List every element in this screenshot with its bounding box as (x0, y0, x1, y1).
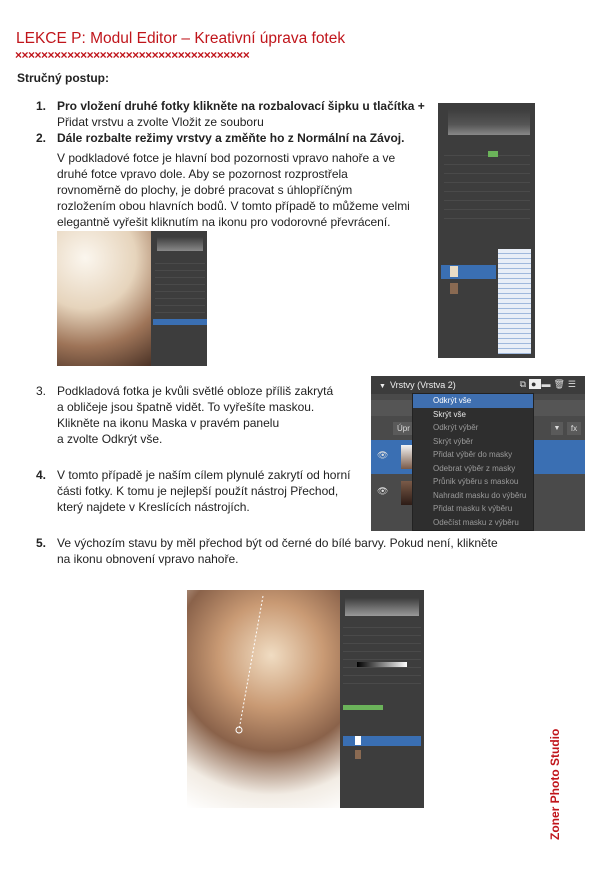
screenshot-flip (57, 231, 207, 366)
mask-icon[interactable]: ● (531, 379, 540, 389)
duplicate-icon[interactable]: ⧉ (519, 379, 530, 389)
menu-item[interactable]: Odebrat výběr z masky (433, 463, 516, 473)
step-text: V podkladové fotce je hlavní bod pozornosti vpravo nahoře a ve (57, 151, 396, 165)
step-text: Podkladová fotka je kvůli světlé obloze příliš zakrytá (57, 384, 334, 398)
thumb (450, 283, 458, 294)
step-text: Klikněte na ikonu Maska v pravém panelu (57, 416, 280, 430)
step-number: 1. (36, 99, 47, 113)
step-text: Přidat vrstvu a zvolte Vložit ze souboru (57, 115, 264, 129)
step-text: rozložením obou hlavních bodů. V tomto případě to můžeme velmi (57, 199, 410, 213)
step-5 (36, 535, 537, 567)
panel-rows (444, 147, 530, 227)
step-text: který najdete v Kreslících nástrojích. (57, 500, 250, 514)
menu-item[interactable]: Skrýt výběr (433, 436, 474, 446)
gradient-bar (357, 662, 407, 667)
step-number: 4. (36, 468, 47, 482)
panel-rows (343, 620, 421, 690)
histogram (345, 598, 419, 616)
eye-icon[interactable]: 👁 (377, 486, 389, 496)
title-underline: ×××××××××××××××××××××××××××××××××××× (15, 48, 250, 62)
step-text: Dále rozbalte režimy vrstvy a změňte ho z Normální na Závoj. (57, 131, 405, 145)
menu-item[interactable]: Odkrýt výběr (433, 423, 479, 432)
thumb (355, 736, 361, 745)
step-text: Pro vložení druhé fotky klikněte na rozbalovací šipku u tlačítka + (57, 99, 425, 113)
step-text: Ve výchozím stavu by měl přechod být od černé do bílé barvy. Pokud není, klikněte (57, 536, 498, 550)
menu-icon[interactable]: ☰ (567, 379, 579, 389)
thumb (355, 750, 361, 759)
histogram (448, 109, 530, 135)
step-number: 2. (36, 131, 47, 145)
active-green-bar (343, 705, 383, 710)
histogram (157, 237, 203, 251)
eye-icon[interactable]: 👁 (377, 450, 389, 460)
active-green-button (488, 151, 498, 157)
wedding-photo (57, 231, 151, 366)
panel-rows (155, 257, 205, 317)
step-text: na ikonu obnovení vpravo nahoře. (57, 552, 239, 566)
step-text: a obličeje jsou špatně vidět. To vyřešíte maskou. (57, 400, 315, 414)
gradient-guide (187, 590, 340, 808)
layers-panel-screenshot (371, 376, 585, 531)
menu-item[interactable]: Odečíst masku z výběru (433, 517, 519, 527)
collapse-icon[interactable]: ▼ (379, 383, 386, 390)
blend-mode-list (498, 249, 531, 354)
step-text: rovnoměrně do plochy, je dobré pracovat s úhlopříčným (57, 183, 353, 197)
menu-item[interactable]: Přidat výběr do masky (433, 450, 513, 459)
folder-icon[interactable]: ▬ (541, 379, 554, 389)
step-text: druhé fotce vpravo dole. Aby se pozornost rozprostřela (57, 167, 348, 181)
step-text: elegantně vyřešit kliknutím na ikonu pro vodorovné převrácení. (57, 215, 391, 229)
menu-item[interactable]: Nahradit masku do výběru (433, 490, 527, 500)
screenshot-gradient (187, 590, 424, 808)
layers-panel-title: Vrstvy (Vrstva 2) (389, 380, 456, 390)
menu-item-show-all[interactable]: Odkrýt vše (413, 394, 533, 408)
toolbar-icons (520, 379, 579, 390)
section-subhead: Stručný postup: (17, 71, 109, 85)
step-4 (36, 467, 367, 515)
step-number: 5. (36, 536, 47, 550)
dropdown-arrow[interactable]: ▼ (551, 422, 563, 435)
step-text: V tomto případě je naším cílem plynulé zakrytí od horní (57, 468, 351, 482)
step-text: části fotky. K tomu je nejlepší použít nástroj Přechod, (57, 484, 339, 498)
menu-item-hide-all[interactable]: Skrýt vše (433, 409, 466, 419)
brand-label: Zoner Photo Studio (548, 728, 562, 840)
step-1 (36, 98, 427, 130)
step-number: 3. (36, 384, 47, 398)
menu-item[interactable]: Průnik výběru s maskou (433, 477, 519, 486)
fx-button[interactable]: fx (567, 422, 581, 435)
menu-item[interactable]: Přidat masku k výběru (433, 504, 513, 513)
trash-icon[interactable]: 🗑 (553, 379, 568, 389)
adjust-button[interactable]: Úpr (393, 422, 423, 435)
layer-row (153, 319, 207, 325)
step-text: a zvolte Odkrýt vše. (57, 432, 163, 446)
screenshot-layer-modes (438, 103, 535, 358)
step-3 (36, 383, 367, 447)
mask-menu (412, 393, 534, 531)
page-title: LEKCE P: Modul Editor – Kreativní úprava fotek (16, 30, 346, 47)
step-2 (36, 130, 427, 230)
thumb (450, 266, 458, 277)
